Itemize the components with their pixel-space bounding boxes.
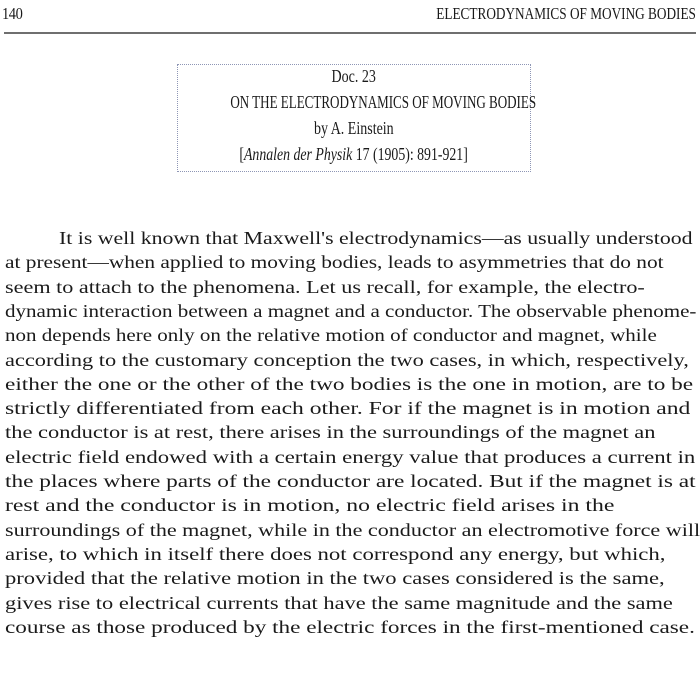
text-line: course as those produced by the electric forces in the first-mentioned case.: [5, 617, 695, 637]
text-line: according to the customary conception the two cases, in which, respectively,: [5, 350, 689, 370]
text-line: seem to attach to the phenomena. Let us recall, for example, the electro-: [5, 277, 645, 297]
text-line: provided that the relative motion in the two cases considered is the same,: [5, 568, 665, 588]
text-line: strictly differentiated from each other. For if the magnet is in motion and: [5, 398, 691, 418]
text-line: surroundings of the magnet, while in the conductor an electromotive force will: [5, 520, 700, 540]
text-line: the conductor is at rest, there arises in the surroundings of the magnet an: [5, 422, 656, 442]
text-line: electric field endowed with a certain energy value that produces a current in: [5, 447, 696, 467]
byline: by A. Einstein: [314, 118, 394, 138]
text-line: rest and the conductor is in motion, no electric field arises in the: [5, 495, 615, 515]
title-box: [177, 64, 537, 172]
running-head: [0, 2, 696, 26]
citation-bracket: [: [239, 144, 245, 164]
text-line: gives rise to electrical currents that have the same magnitude and the same: [5, 593, 673, 613]
page-number: 140: [2, 4, 23, 23]
header-rule: [4, 32, 696, 34]
text-line: at present—when applied to moving bodies, leads to asymmetries that do not: [5, 252, 664, 272]
text-line: It is well known that Maxwell's electrodynamics—as usually understood: [59, 228, 693, 248]
text-line: non depends here only on the relative motion of conductor and magnet, while: [5, 325, 657, 345]
text-line: arise, to which in itself there does not correspond any energy, but which,: [5, 544, 666, 564]
journal-name: Annalen der Physik: [244, 144, 353, 164]
text-line: dynamic interaction between a magnet and a conductor. The observable phenome-: [5, 301, 697, 321]
text-line: the places where parts of the conductor are located. But if the magnet is at: [5, 471, 696, 491]
doc-label: Doc. 23: [331, 66, 377, 86]
text-line: either the one or the other of the two bodies is the one in motion, are to be: [5, 374, 694, 394]
citation: [178, 144, 530, 165]
citation-details: 17 (1905): 891-921]: [352, 144, 469, 164]
running-title: ELECTRODYNAMICS OF MOVING BODIES: [436, 4, 696, 23]
article-title: ON THE ELECTRODYNAMICS OF MOVING BODIES: [230, 92, 537, 112]
